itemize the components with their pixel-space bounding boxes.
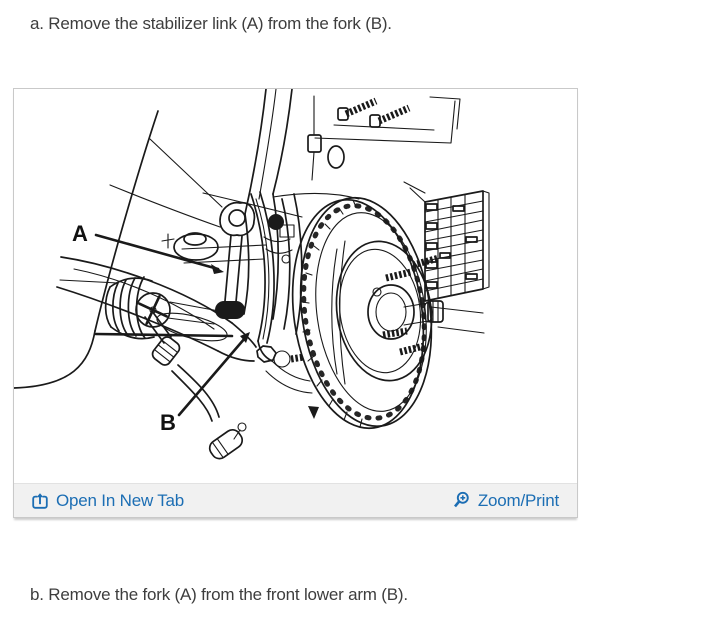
open-in-new-tab-link[interactable] (31, 492, 184, 510)
zoom-print-label: Zoom/Print (477, 491, 559, 510)
tie-rod-and-hose (145, 311, 246, 462)
figure-image (14, 89, 577, 483)
zoom-print-icon (452, 491, 471, 510)
open-in-new-tab-icon (31, 492, 49, 510)
callout-a-label: A (72, 221, 88, 246)
callout-a (72, 221, 224, 274)
figure-toolbar (14, 483, 577, 517)
zoom-print-link[interactable] (452, 491, 559, 510)
suspension-diagram (14, 89, 577, 483)
callout-b-label: B (160, 410, 176, 435)
open-in-new-tab-label: Open In New Tab (56, 491, 185, 510)
figure-frame (13, 88, 578, 518)
callout-b (160, 332, 250, 435)
step-b-text: b. Remove the fork (A) from the front lower arm (B). (30, 585, 408, 604)
step-a-text: a. Remove the stabilizer link (A) from the fork (B). (30, 14, 392, 33)
